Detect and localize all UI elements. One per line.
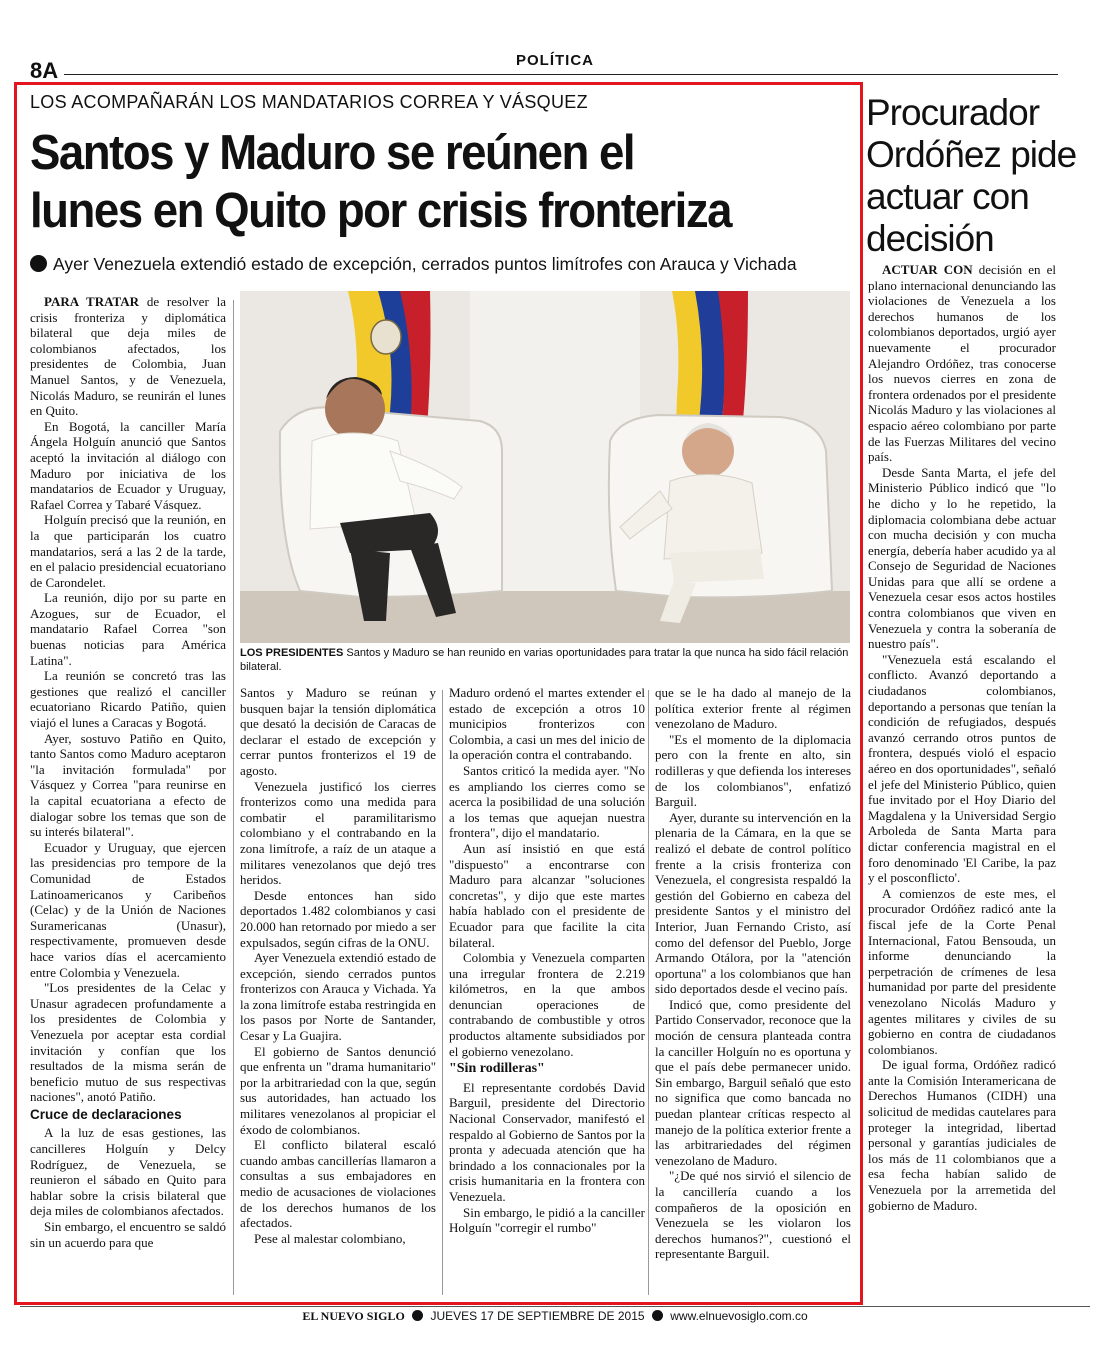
paragraph: A la luz de esas gestiones, las cancilleres Holguín y Delcy Rodríguez, de Venezuela, se reunieron el sábado en Quito para hablar sobre la crisis bilateral que deja miles de colombianos afectados. [30, 1125, 226, 1219]
paragraph: En Bogotá, la canciller María Ángela Holguín anunció que Santos aceptó la invitación al diálogo con Maduro por iniciativa de los mandatarios de Ecuador y Uruguay, Rafael Correa y Tabaré Vásquez. [30, 418, 226, 512]
paragraph: Colombia y Venezuela comparten una irregular frontera de 2.219 kilómetros, en la que ambos denuncian operaciones de contrabando de combustible y otros productos altamente subsidiados por el gobierno venezolano. [449, 950, 645, 1059]
article-headline [30, 124, 793, 240]
page-number: 8A [30, 58, 59, 83]
paragraph: Desde Santa Marta, el jefe del Ministerio Público indicó que "lo he dicho y lo he repetido, la diplomacia colombiana debe actuar con mucha decisión y con mucha energía, debería haber acudido ya al Consejo de Seguridad de Naciones Unidas para que allí se ordene a Venezuela cesar esos actos hostiles contra colombianos que viven en Venezuela y contra la soberanía de nuestro país". [868, 464, 1056, 652]
paragraph: Sin embargo, el encuentro se saldó sin un acuerdo para que [30, 1219, 226, 1250]
paragraph: que se le ha dado al manejo de la política exterior frente al régimen venezolano de Maduro. [655, 685, 851, 732]
paragraph: ACTUAR CON decisión en el plano internacional denunciando las violaciones de Venezuela a los derechos humanos de los colombianos deportados, urgió ayer nuevamente el procurador Alejandro Ordóñez, tras conocerse los nuevos cierres en zona de frontera ordenados por el presidente Nicolás Maduro y las violaciones al espacio aéreo colombiano por parte de las Fuerzas Militares del vecino país. [868, 262, 1056, 465]
paragraph: "Es el momento de la diplomacia pero con la frente en alto, sin rodilleras y que defienda los intereses de los colombianos", enfatizó Barguil. [655, 731, 851, 810]
headline-line-2: lunes en Quito por crisis fronteriza [30, 184, 732, 238]
paragraph: Venezuela justificó los cierres fronterizos como una medida para combatir el paramilitarismo colombiano y el contrabando en la zona limítrofe, a raíz de un ataque a militares venezolanos que dejó tres heridos. [240, 778, 436, 888]
header-rule [64, 74, 1058, 75]
paragraph: "Los presidentes de la Celac y Unasur agradecen profundamente a los presidentes de Colombia y Venezuela por aceptar esta cordial invitación y confían que los resultados de la misma serán de beneficio mutuo de sus respectivas naciones", anotó Patiño. [30, 980, 226, 1105]
section-label: POLÍTICA [516, 52, 594, 69]
photo-caption: LOS PRESIDENTES Santos y Maduro se han reunido en varias oportunidades para tratar la que nunca ha sido fácil relación bilateral. [240, 647, 849, 673]
paragraph: "Venezuela está escalando el conflicto. Avanzó deportando a ciudadanos colombianos, deportando a personas que tenían la condición de refugiados, después avanzó cerrando otros puntos de frontera, después violó el espacio aéreo en dos oportunidades", señaló el jefe del Ministerio Público, quien fue invitado por el Hoy Diario del Magdalena y la Universidad Sergio Arboleda de Santa Marta para dictar conferencia magistral en el foro denominado 'El Caribe, la paz y el posconflicto'. [868, 651, 1056, 886]
page-footer [0, 1309, 1110, 1324]
bullet-icon [30, 255, 47, 272]
paragraph: La reunión, dijo por su parte en Azogues, sur de Ecuador, el mandatario Rafael Correa "son buenas noticias para América Latina". [30, 590, 226, 668]
paragraph: Ayer, durante su intervención en la plenaria de la Cámara, en la que se realizó el debate de control político frente a la crisis fronteriza con Venezuela, el congresista respaldó la gestión del Gobierno en cabeza del presidente Santos y el ministro del Interior, Juan Fernando Cristo, así como del defensor del Pueblo, Jorge Armando Otálora, por la "atención oportuna" a los colombianos que han sido deportados desde el vecino país. [655, 809, 851, 997]
article-column-3 [449, 685, 645, 1300]
paragraph: De igual forma, Ordóñez radicó ante la Comisión Interamericana de Derechos Humanos (CIDH) una solicitud de medidas cautelares para proteger la integridad, libertad personal y garantías judiciales de los más de 11 colombianos que a esa fecha habían salido de Venezuela por la arremetida del gobierno de Maduro. [868, 1057, 1056, 1213]
column-divider [442, 690, 443, 1295]
article-subheadline: Ayer Venezuela extendió estado de excepción, cerrados puntos limítrofes con Arauca y Vichada [30, 254, 860, 275]
paragraph: Desde entonces han sido deportados 1.482 colombianos y casi 20.000 han retornado por miedo a ser expulsados, según cifras de la ONU. [240, 887, 436, 950]
paragraph: Ayer Venezuela extendió estado de excepción, siendo cerrados puntos fronterizos con Arauca y Vichada. Ya la zona limítrofe estaba restringida en los pasos por Norte de Santander, Cesar y La Guajira. [240, 950, 436, 1044]
footer-date: JUEVES 17 DE SEPTIEMBRE DE 2015 [430, 1309, 645, 1323]
paragraph: El gobierno de Santos denunció que enfrenta un "drama humanitario" por la arbitrariedad con la que, según sus autoridades, han actuado los militares venezolanos al propiciar el éxodo de colombianos. [240, 1043, 436, 1137]
article-kicker: LOS ACOMPAÑARÁN LOS MANDATARIOS CORREA Y VÁSQUEZ [30, 92, 588, 112]
paragraph: El representante cordobés David Barguil, presidente del Directorio Nacional Conservador, manifestó el respaldo al Gobierno de Santos por la pronta y adecuada atención que ha brindado a los connacionales por la crisis humanitaria en la frontera con Venezuela. [449, 1079, 645, 1204]
column-subhead: Cruce de declaraciones [30, 1106, 182, 1122]
paragraph: Ecuador y Uruguay, que ejercen las presidencias pro tempore de la Comunidad de Estados Latinoamericanos y Caribeños (Celac) y de la Unión de Naciones Suramericanas (Unasur), respectivamente, promueven desde hace varios días el acercamiento entre Colombia y Venezuela. [30, 839, 226, 980]
paragraph: Sin embargo, le pidió a la canciller Holguín "corregir el rumbo" [449, 1204, 645, 1236]
bullet-icon [652, 1310, 663, 1321]
column-subhead: "Sin rodilleras" [449, 1061, 545, 1077]
paragraph: A comienzos de este mes, el procurador Ordóñez radicó ante la fiscal jefe de la Corte Penal Internacional, Fatou Bensouda, un informe denunciando la perpetración de crímenes de lesa humanidad por parte del presidente venezolano Nicolás Maduro y agentes militares y civiles de su gobierno en contra de ciudadanos colombianos. [868, 885, 1056, 1057]
headline-line-1: Santos y Maduro se reúnen el [30, 126, 635, 180]
paragraph: Holguín precisó que la reunión, en la que participarán los cuatro mandatarios, será a las 2 de la tarde, en el palacio presidencial ecuatoriano de Carondelet. [30, 512, 226, 590]
article-column-4 [655, 685, 851, 1300]
sidebar-column [868, 262, 1056, 1300]
paragraph: El conflicto bilateral escaló cuando ambas cancillerías llamaron a consultas a sus embajadores en medio de acusaciones de violaciones de los derechos humanos de los afectados. [240, 1137, 436, 1231]
paragraph: Pese al malestar colombiano, [254, 1230, 406, 1246]
column-divider [648, 690, 649, 1295]
sidebar-headline: Procurador Ordóñez pide actuar con decisión [866, 92, 1077, 259]
footer-rule [20, 1306, 1090, 1307]
photo-illustration [240, 291, 850, 643]
paragraph: "¿De qué nos sirvió el silencio de la cancillería cuando a los compañeros de la oposición en Venezuela se les violaron los derechos humanos?", cuestionó el representante Barguil. [655, 1168, 851, 1262]
article-column-2 [240, 685, 436, 1300]
paragraph: Maduro ordenó el martes extender el estado de excepción a otros 10 municipios fronterizos con Colombia, a casi un mes del inicio de la operación contra el contrabando. [449, 685, 645, 763]
article-column-1 [30, 294, 226, 1300]
paragraph: Santos criticó la medida ayer. "No es ampliando los cierres como se acerca la posibilidad de una solución a los temas que aquejan nuestra frontera", dijo el mandatario. [449, 762, 645, 841]
paragraph: Santos y Maduro se reúnan y busquen bajar la tensión diplomática que desató la decisión de Caracas de declarar el estado de excepción y cerrar puntos fronterizos el 19 de agosto. [240, 685, 436, 778]
column-divider [233, 300, 234, 1295]
footer-url: www.elnuevosiglo.com.co [670, 1309, 808, 1323]
bullet-icon [412, 1310, 423, 1321]
paragraph: Aun así insistió en que está "dispuesto" a encontrarse con Maduro para alcanzar "soluciones concretas", y dijo que este martes había hablado con el presidente de Ecuador para que facilite la cita bilateral. [449, 840, 645, 950]
newspaper-logo: EL NUEVO SIGLO [302, 1309, 405, 1323]
photo-presidents [240, 291, 850, 643]
paragraph: Indicó que, como presidente del Partido Conservador, reconoce que la moción de censura planteada contra la canciller Holguín no es oportuna y que el país debe permanecer unido. Sin embargo, Barguil señaló que esto no significa que como bancada no puedan plantear críticas respecto al manejo de la política exterior frente a las arbitrariedades del régimen venezolano de Maduro. [655, 996, 851, 1168]
paragraph: Ayer, sostuvo Patiño en Quito, tanto Santos como Maduro aceptaron "la invitación formulada" por Vásquez y Correa "para reunirse en la capital ecuatoriana a efecto de dialogar sobre los temas que son de su interés bilateral". [30, 730, 226, 840]
paragraph: PARA TRATAR de resolver la crisis fronteriza y diplomática bilateral que deja miles de colombianos afectados, los presidentes de Colombia, Juan Manuel Santos, y de Venezuela, Nicolás Maduro, se reunirán el lunes en Quito. [30, 294, 226, 419]
paragraph: La reunión se concretó tras las gestiones que realizó el canciller ecuatoriano Ricardo Patiño, quien viajó el lunes a Caracas y Bogotá. [30, 668, 226, 731]
